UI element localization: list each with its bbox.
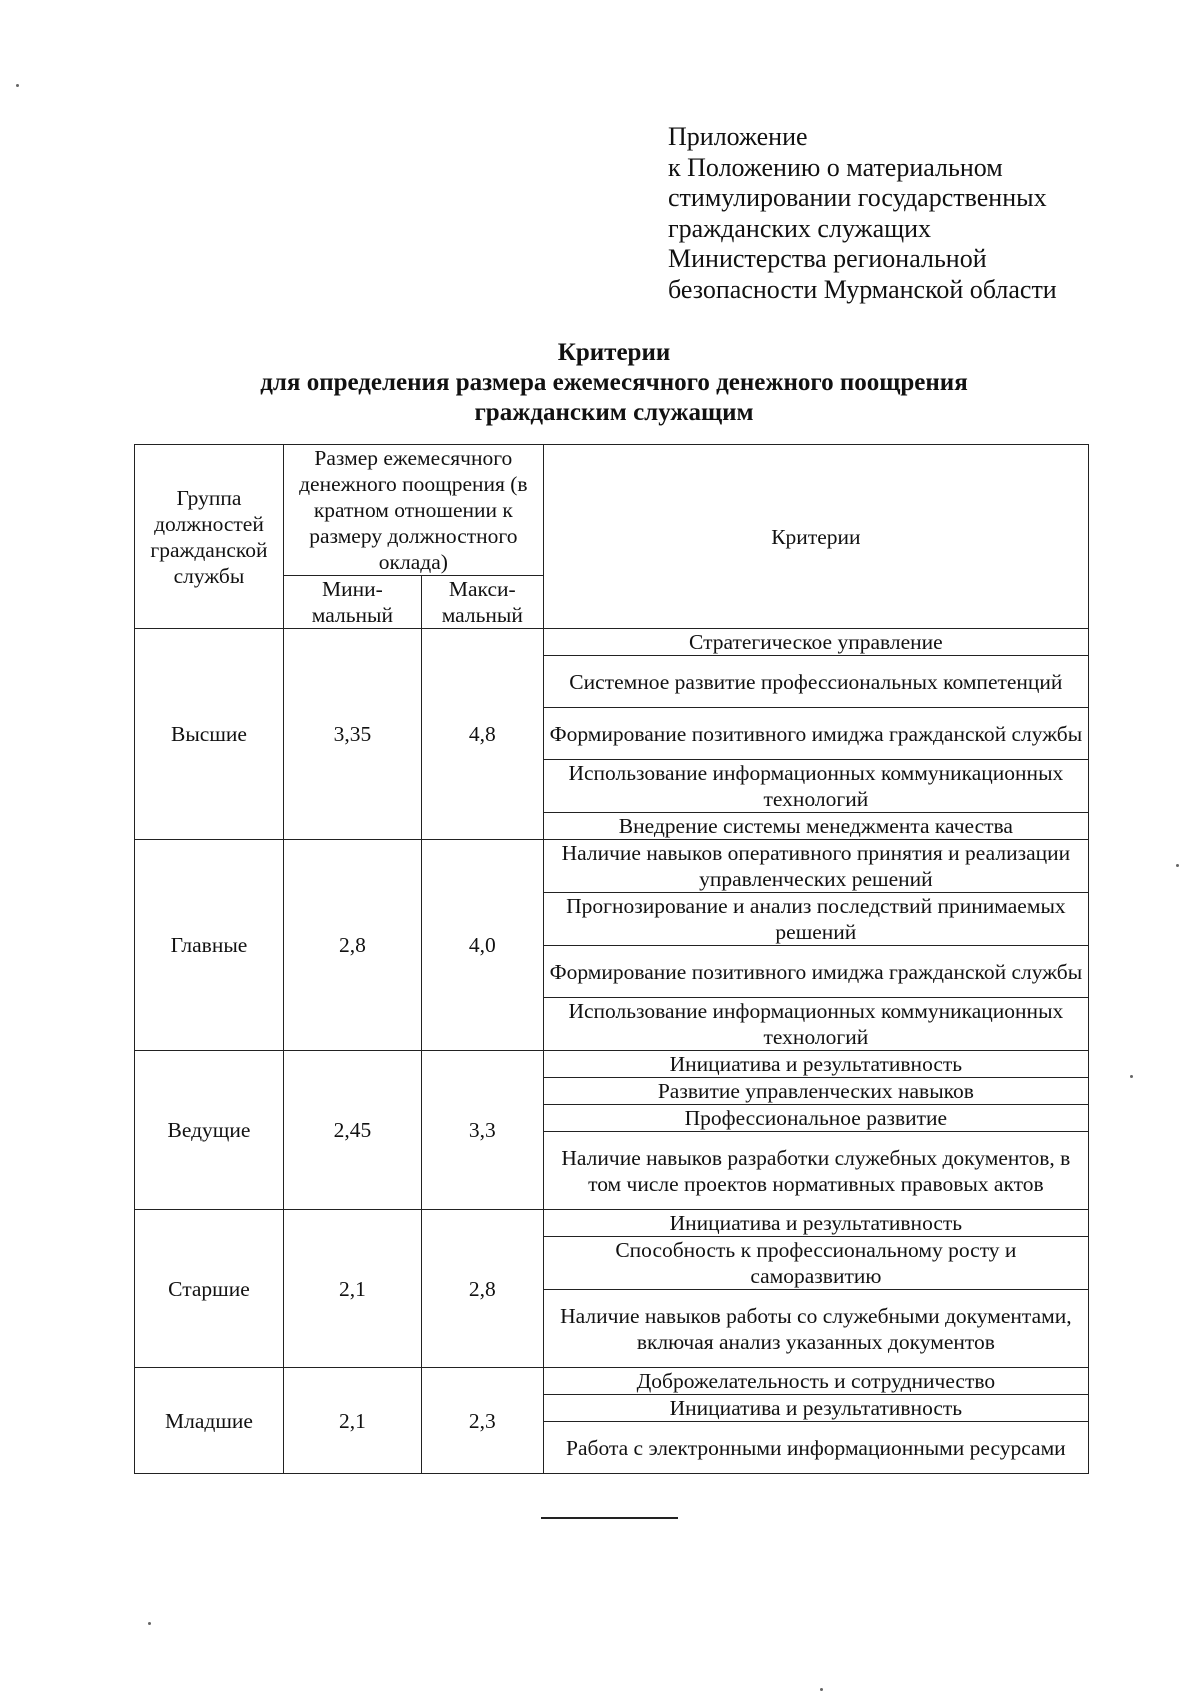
table-body (135, 629, 1089, 1474)
annex-line: Министерства региональной (668, 244, 987, 273)
document-title (0, 338, 1200, 428)
criterion-cell: Формирование позитивного имиджа гражданской службы (543, 946, 1088, 998)
scan-speck (16, 84, 19, 87)
scan-speck (1176, 864, 1179, 867)
header-min: Мини-мальный (283, 576, 421, 629)
table-row (135, 1210, 1089, 1237)
criterion-cell: Прогнозирование и анализ последствий принимаемых решений (543, 893, 1088, 946)
scan-speck (820, 1688, 823, 1691)
criterion-cell: Работа с электронными информационными ресурсами (543, 1422, 1088, 1474)
scan-speck (1130, 1075, 1133, 1078)
group-cell: Младшие (135, 1368, 284, 1474)
header-max: Макси-мальный (421, 576, 543, 629)
criterion-cell: Инициатива и результативность (543, 1210, 1088, 1237)
header-size: Размер ежемесячного денежного поощрения (в кратном отношении к размеру должностного оклада) (283, 445, 543, 576)
annex-line: стимулировании государственных (668, 183, 1047, 212)
criterion-cell: Формирование позитивного имиджа гражданской службы (543, 708, 1088, 760)
annex-line: гражданских служащих (668, 213, 932, 243)
table-row (135, 629, 1089, 656)
criteria-table (134, 444, 1089, 1474)
criterion-cell: Доброжелательность и сотрудничество (543, 1368, 1088, 1395)
header-criteria: Критерии (543, 445, 1088, 629)
max-value-cell: 3,3 (421, 1051, 543, 1210)
group-cell: Главные (135, 840, 284, 1051)
title-line: для определения размера ежемесячного денежного поощрения (260, 369, 968, 396)
title-line: Критерии (557, 339, 671, 366)
min-value-cell: 2,45 (283, 1051, 421, 1210)
criterion-cell: Стратегическое управление (543, 629, 1088, 656)
criterion-cell: Наличие навыков оперативного принятия и реализации управленческих решений (543, 840, 1088, 893)
criterion-cell: Инициатива и результативность (543, 1051, 1088, 1078)
criterion-cell: Наличие навыков работы со служебными документами, включая анализ указанных документов (543, 1290, 1088, 1368)
criterion-cell: Внедрение системы менеджмента качества (543, 813, 1088, 840)
criterion-cell: Развитие управленческих навыков (543, 1078, 1088, 1105)
group-cell: Высшие (135, 629, 284, 840)
table-row (135, 840, 1089, 893)
min-value-cell: 3,35 (283, 629, 421, 840)
min-value-cell: 2,1 (283, 1368, 421, 1474)
max-value-cell: 4,8 (421, 629, 543, 840)
max-value-cell: 2,3 (421, 1368, 543, 1474)
annex-line: Приложение (668, 122, 808, 151)
closing-rule (541, 1517, 678, 1519)
criterion-cell: Наличие навыков разработки служебных документов, в том числе проектов нормативных правовых актов (543, 1132, 1088, 1210)
annex-line: безопасности Мурманской области (668, 274, 1057, 304)
annex-block (668, 122, 1057, 305)
criterion-cell: Инициатива и результативность (543, 1395, 1088, 1422)
title-line: гражданским служащим (474, 399, 754, 426)
group-cell: Ведущие (135, 1051, 284, 1210)
criterion-cell: Способность к профессиональному росту и саморазвитию (543, 1237, 1088, 1290)
criterion-cell: Использование информационных коммуникационных технологий (543, 760, 1088, 813)
table-row (135, 1051, 1089, 1078)
annex-line: к Положению о материальном (668, 152, 1003, 182)
table-row (135, 1368, 1089, 1395)
min-value-cell: 2,8 (283, 840, 421, 1051)
header-group: Группа должностей гражданской службы (135, 445, 284, 629)
criterion-cell: Профессиональное развитие (543, 1105, 1088, 1132)
max-value-cell: 4,0 (421, 840, 543, 1051)
criterion-cell: Системное развитие профессиональных компетенций (543, 656, 1088, 708)
scan-speck (148, 1622, 151, 1625)
criterion-cell: Использование информационных коммуникационных технологий (543, 998, 1088, 1051)
min-value-cell: 2,1 (283, 1210, 421, 1368)
max-value-cell: 2,8 (421, 1210, 543, 1368)
group-cell: Старшие (135, 1210, 284, 1368)
